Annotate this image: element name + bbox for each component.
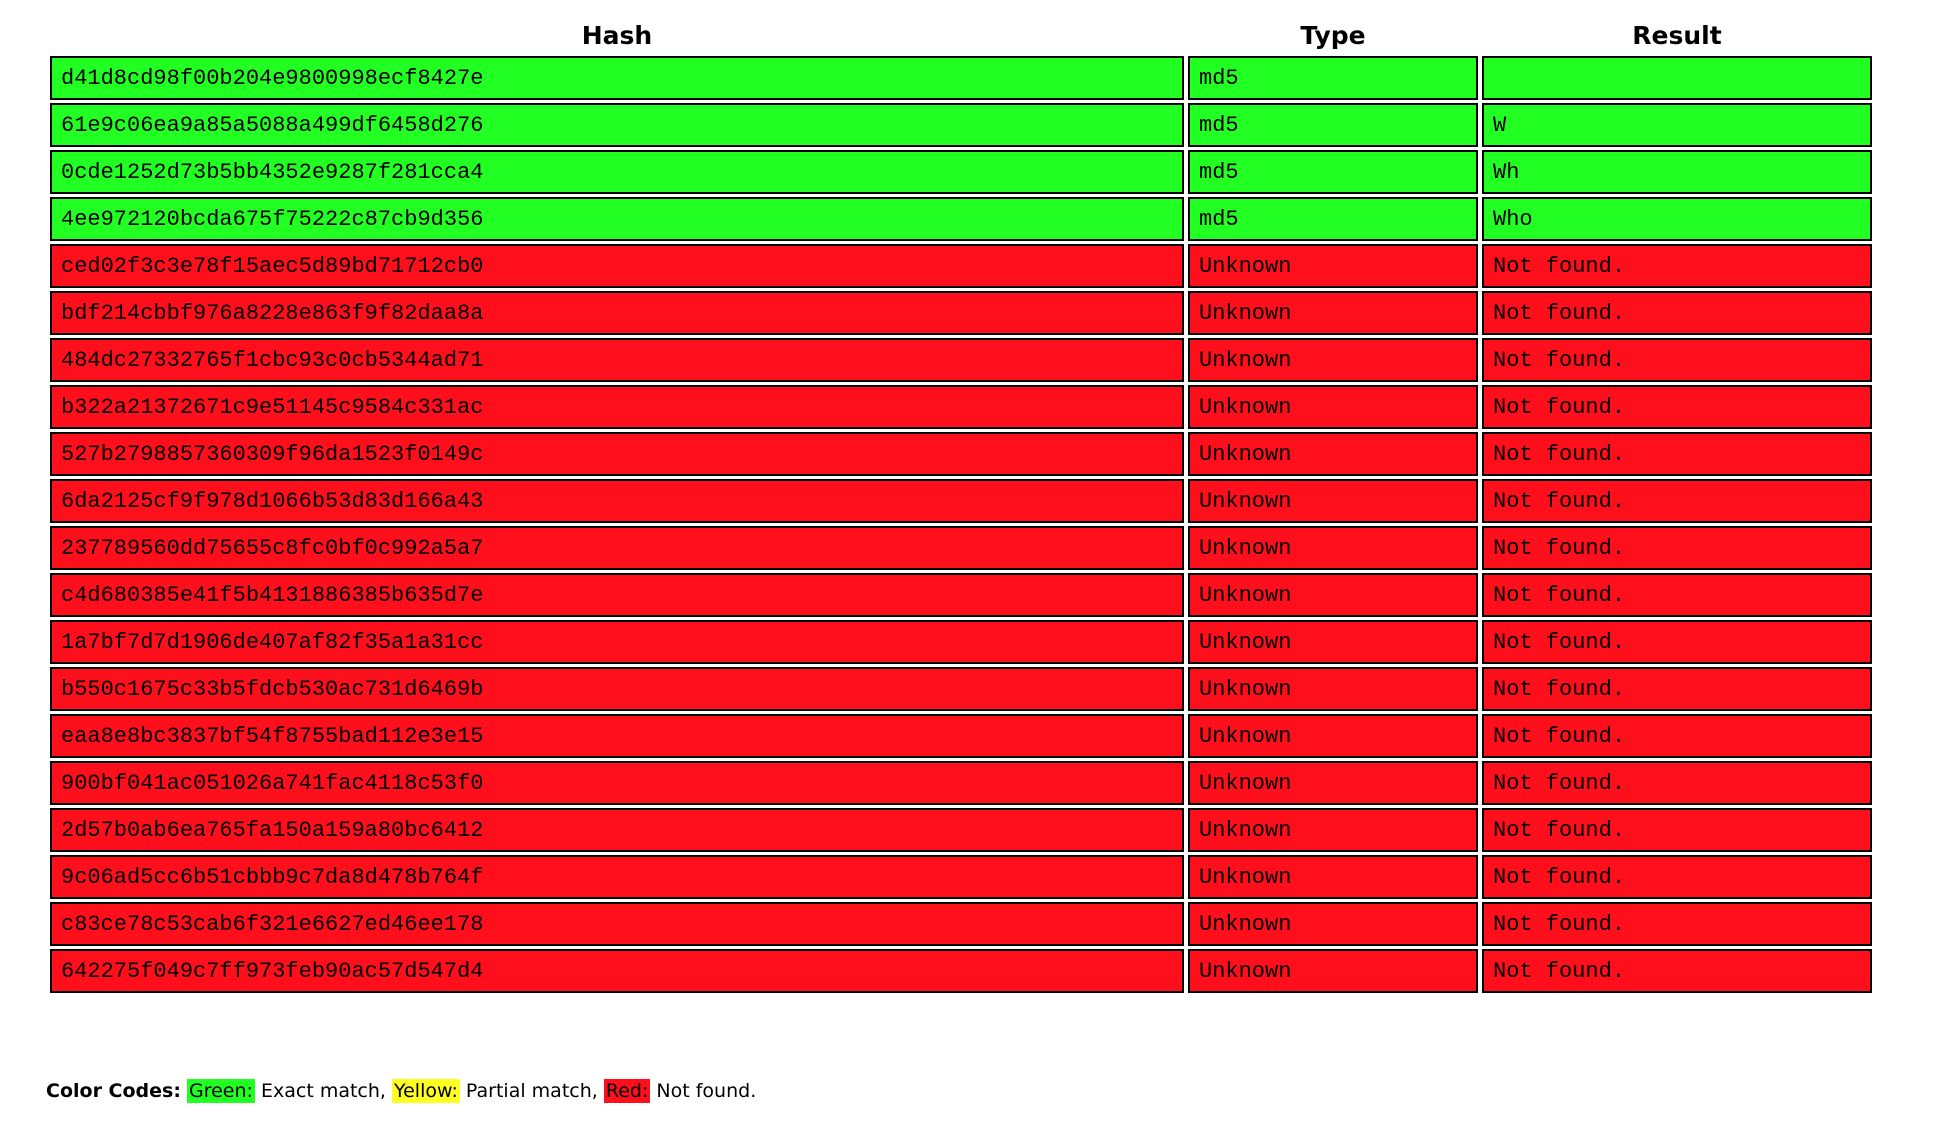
hash-cell: 484dc27332765f1cbc93c0cb5344ad71: [50, 338, 1184, 382]
result-cell: W: [1482, 103, 1872, 147]
result-cell: Not found.: [1482, 902, 1872, 946]
type-cell: Unknown: [1188, 808, 1478, 852]
legend-yellow-text: Partial match,: [465, 1080, 598, 1102]
table-row: [50, 197, 1872, 241]
type-cell: Unknown: [1188, 291, 1478, 335]
table-row: [50, 573, 1872, 617]
result-cell: [1482, 56, 1872, 100]
hash-cell: 0cde1252d73b5bb4352e9287f281cca4: [50, 150, 1184, 194]
type-cell: Unknown: [1188, 432, 1478, 476]
result-cell: Not found.: [1482, 761, 1872, 805]
type-cell: Unknown: [1188, 902, 1478, 946]
type-cell: Unknown: [1188, 244, 1478, 288]
hash-cell: c4d680385e41f5b4131886385b635d7e: [50, 573, 1184, 617]
result-cell: Not found.: [1482, 667, 1872, 711]
table-row: [50, 667, 1872, 711]
table-row: [50, 103, 1872, 147]
result-cell: Not found.: [1482, 432, 1872, 476]
result-cell: Who: [1482, 197, 1872, 241]
type-cell: md5: [1188, 103, 1478, 147]
type-cell: Unknown: [1188, 761, 1478, 805]
hash-cell: 2d57b0ab6ea765fa150a159a80bc6412: [50, 808, 1184, 852]
result-cell: Not found.: [1482, 385, 1872, 429]
hash-cell: 900bf041ac051026a741fac4118c53f0: [50, 761, 1184, 805]
type-cell: Unknown: [1188, 667, 1478, 711]
table-header-row: [50, 17, 1872, 53]
legend-green-swatch: Green:: [189, 1080, 253, 1102]
result-cell: Not found.: [1482, 338, 1872, 382]
table-row: [50, 902, 1872, 946]
legend-red-swatch: Red:: [605, 1080, 649, 1102]
result-cell: Not found.: [1482, 479, 1872, 523]
color-codes-legend: [46, 1080, 756, 1102]
hash-cell: eaa8e8bc3837bf54f8755bad112e3e15: [50, 714, 1184, 758]
hash-cell: b322a21372671c9e51145c9584c331ac: [50, 385, 1184, 429]
hash-cell: 527b2798857360309f96da1523f0149c: [50, 432, 1184, 476]
type-cell: Unknown: [1188, 338, 1478, 382]
table-row: [50, 949, 1872, 993]
table-row: [50, 620, 1872, 664]
legend-yellow-swatch: Yellow:: [394, 1080, 458, 1102]
hash-cell: 1a7bf7d7d1906de407af82f35a1a31cc: [50, 620, 1184, 664]
table-row: [50, 244, 1872, 288]
result-cell: Not found.: [1482, 244, 1872, 288]
table-row: [50, 855, 1872, 899]
table-row: [50, 56, 1872, 100]
result-cell: Not found.: [1482, 291, 1872, 335]
table-row: [50, 432, 1872, 476]
hash-cell: 9c06ad5cc6b51cbbb9c7da8d478b764f: [50, 855, 1184, 899]
result-cell: Not found.: [1482, 949, 1872, 993]
result-cell: Not found.: [1482, 620, 1872, 664]
result-cell: Not found.: [1482, 714, 1872, 758]
result-cell: Not found.: [1482, 808, 1872, 852]
legend-red-text: Not found.: [656, 1080, 757, 1102]
hash-cell: ced02f3c3e78f15aec5d89bd71712cb0: [50, 244, 1184, 288]
hash-cell: 237789560dd75655c8fc0bf0c992a5a7: [50, 526, 1184, 570]
table-row: [50, 808, 1872, 852]
result-cell: Wh: [1482, 150, 1872, 194]
type-cell: Unknown: [1188, 526, 1478, 570]
type-cell: Unknown: [1188, 385, 1478, 429]
table-row: [50, 761, 1872, 805]
hash-column-header: Hash: [581, 20, 653, 50]
table-row: [50, 291, 1872, 335]
result-cell: Not found.: [1482, 526, 1872, 570]
table-row: [50, 479, 1872, 523]
type-cell: Unknown: [1188, 573, 1478, 617]
hash-cell: 6da2125cf9f978d1066b53d83d166a43: [50, 479, 1184, 523]
hash-cell: d41d8cd98f00b204e9800998ecf8427e: [50, 56, 1184, 100]
type-cell: Unknown: [1188, 714, 1478, 758]
result-cell: Not found.: [1482, 573, 1872, 617]
table-row: [50, 526, 1872, 570]
type-cell: md5: [1188, 56, 1478, 100]
hash-cell: bdf214cbbf976a8228e863f9f82daa8a: [50, 291, 1184, 335]
table-row: [50, 150, 1872, 194]
result-column-header: Result: [1632, 20, 1722, 50]
type-cell: md5: [1188, 197, 1478, 241]
table-row: [50, 338, 1872, 382]
type-cell: md5: [1188, 150, 1478, 194]
legend-label: Color Codes:: [46, 1080, 181, 1102]
table-row: [50, 385, 1872, 429]
legend-green-text: Exact match,: [261, 1080, 386, 1102]
hash-cell: b550c1675c33b5fdcb530ac731d6469b: [50, 667, 1184, 711]
type-cell: Unknown: [1188, 620, 1478, 664]
type-cell: Unknown: [1188, 855, 1478, 899]
type-cell: Unknown: [1188, 949, 1478, 993]
result-cell: Not found.: [1482, 855, 1872, 899]
table-body: [50, 56, 1872, 993]
hash-cell: c83ce78c53cab6f321e6627ed46ee178: [50, 902, 1184, 946]
type-column-header: Type: [1300, 20, 1366, 50]
hash-cell: 642275f049c7ff973feb90ac57d547d4: [50, 949, 1184, 993]
type-cell: Unknown: [1188, 479, 1478, 523]
table-row: [50, 714, 1872, 758]
hash-cell: 4ee972120bcda675f75222c87cb9d356: [50, 197, 1184, 241]
hash-cell: 61e9c06ea9a85a5088a499df6458d276: [50, 103, 1184, 147]
hash-results-table: [46, 14, 1876, 996]
